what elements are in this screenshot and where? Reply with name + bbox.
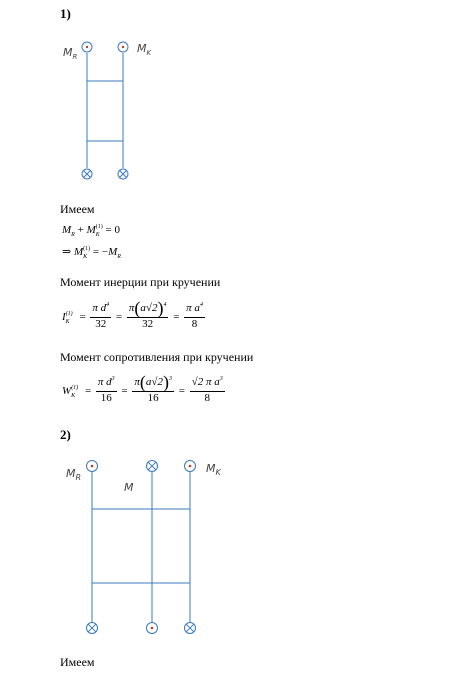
diagram-1-label-right: $M_K$ <box>137 42 152 57</box>
diagram-2-cross-marker-left-bottom <box>87 623 98 634</box>
equation-polar-inertia: $I_K^{(1)}$ = $\frac{\pi d^4}{32}$ = $\frac{\pi(a√2)^4}{32}$ = $\frac{\pi a^4}{8}$ <box>62 298 203 331</box>
section-2-number: 2) <box>60 427 71 442</box>
have-label-1: Имеем <box>60 202 95 216</box>
resistance-label: Момент сопротивления при кручении <box>60 350 254 364</box>
equation-section-modulus: $W_K^{(1)}$ = $\frac{\pi d^3}{16}$ = $\frac{\pi(a√2)^3}{16}$ = $\frac{√2 \pi a^3}{8}$ <box>62 372 223 405</box>
diagram-2-dot-marker-right <box>185 461 196 472</box>
diagram-2-dot-marker-left <box>87 461 98 472</box>
inertia-label: Момент инерции при кручении <box>60 275 221 289</box>
diagram-2-cross-marker-right-bottom <box>185 623 196 634</box>
diagram-2-dot-marker-middle-bottom <box>147 623 158 634</box>
diagram-1-cross-marker-left <box>82 169 92 179</box>
diagram-2-label-middle: M <box>124 481 134 494</box>
have-label-2: Имеем <box>60 655 95 669</box>
equation-moment-balance: $M_R + M_K^{(1)} = 0$ <box>62 224 120 238</box>
diagram-2-label-left: $M_R$ <box>66 467 82 482</box>
diagram-2-label-right: $M_K$ <box>206 462 221 477</box>
diagram-1-label-left: $M_R$ <box>63 46 78 61</box>
diagram-1-cross-marker-right <box>118 169 128 179</box>
equation-moment-result: ⇒ $M_K^{(1)} = -M_R$ <box>62 246 121 260</box>
diagram-2-cross-marker-middle-top <box>147 461 158 472</box>
section-1-number: 1) <box>60 6 71 21</box>
diagram-1-dot-marker-left <box>82 42 92 52</box>
diagram-1-dot-marker-right <box>118 42 128 52</box>
